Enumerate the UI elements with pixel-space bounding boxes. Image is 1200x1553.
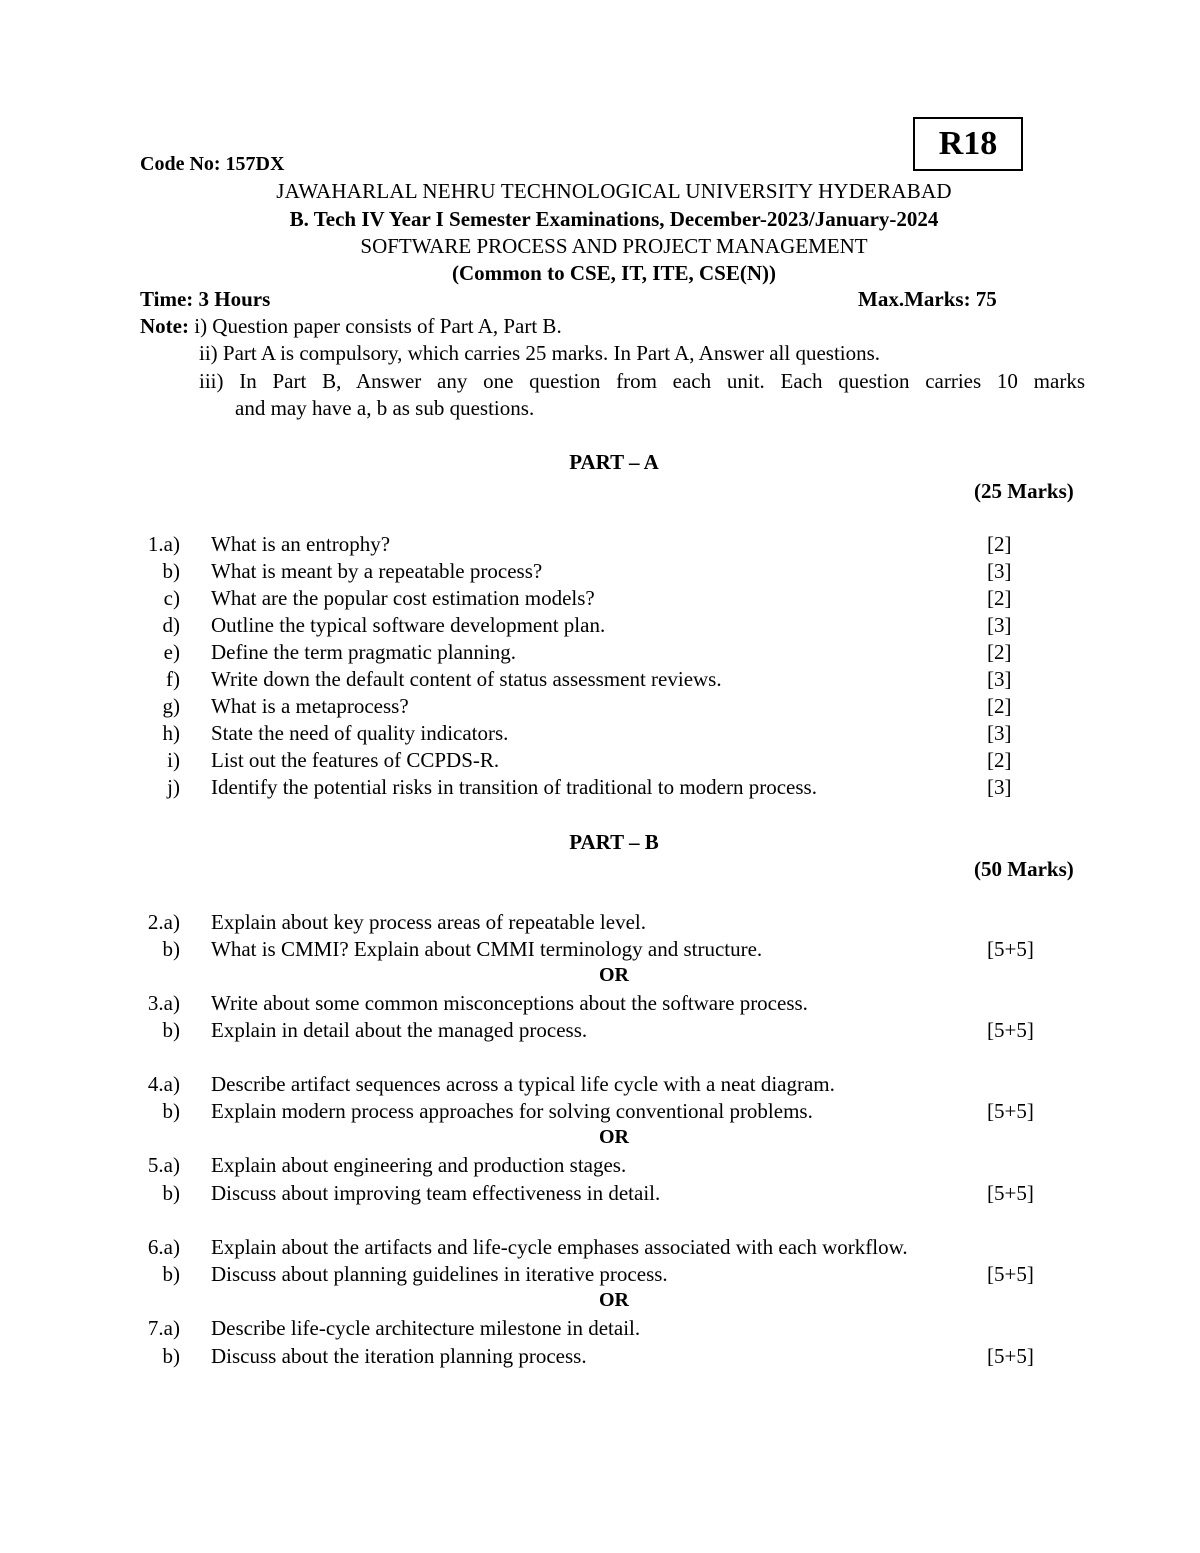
question-marks: [2]: [987, 586, 1012, 610]
question-row: [0, 1153, 1200, 1180]
part-b-marks: (50 Marks): [974, 857, 1074, 881]
question-text: Explain about key process areas of repeatable level.: [211, 910, 646, 934]
question-number: 6.a): [147, 1235, 180, 1259]
question-text: Discuss about improving team effectiveness in detail.: [211, 1181, 661, 1205]
question-row: [0, 721, 1200, 748]
note-line-2: ii) Part A is compulsory, which carries 25 marks. In Part A, Answer all questions.: [199, 341, 881, 365]
or-divider: OR: [599, 1289, 629, 1311]
question-marks: [5+5]: [987, 1344, 1034, 1368]
question-row: [0, 559, 1200, 586]
question-row: [0, 1316, 1200, 1343]
question-number: j): [167, 775, 180, 799]
question-row: [0, 910, 1200, 937]
note-block: [140, 314, 562, 339]
max-marks: Max.Marks: 75: [858, 287, 997, 311]
question-text: Write about some common misconceptions about the software process.: [211, 991, 808, 1015]
question-text: Describe life-cycle architecture milestone in detail.: [211, 1316, 641, 1340]
question-text: Define the term pragmatic planning.: [211, 640, 516, 664]
university-name: JAWAHARLAL NEHRU TECHNOLOGICAL UNIVERSITY HYDERABAD: [276, 179, 952, 203]
question-marks: [2]: [987, 532, 1012, 556]
question-marks: [2]: [987, 640, 1012, 664]
question-text: List out the features of CCPDS-R.: [211, 748, 500, 772]
question-number: 1.a): [147, 532, 180, 556]
code-number: Code No: 157DX: [140, 153, 285, 175]
note-line-4: and may have a, b as sub questions.: [235, 396, 535, 420]
common-to: (Common to CSE, IT, ITE, CSE(N)): [452, 261, 776, 285]
question-number: b): [162, 1262, 180, 1286]
question-number: 4.a): [147, 1072, 180, 1096]
question-row: [0, 748, 1200, 775]
part-a-marks: (25 Marks): [974, 479, 1074, 503]
question-text: What is an entrophy?: [211, 532, 391, 556]
question-row: [0, 640, 1200, 667]
question-text: Explain about engineering and production stages.: [211, 1153, 627, 1177]
question-number: 7.a): [147, 1316, 180, 1340]
exam-title: B. Tech IV Year I Semester Examinations, December-2023/January-2024: [289, 207, 939, 231]
question-text: Write down the default content of status assessment reviews.: [211, 667, 722, 691]
question-marks: [3]: [987, 721, 1012, 745]
question-number: b): [162, 1018, 180, 1042]
question-number: g): [162, 694, 180, 718]
question-row: [0, 775, 1200, 802]
question-row: [0, 991, 1200, 1018]
part-b-title: PART – B: [569, 830, 659, 854]
question-number: e): [163, 640, 180, 664]
question-number: d): [162, 613, 180, 637]
question-number: b): [162, 559, 180, 583]
question-text: Identify the potential risks in transition of traditional to modern process.: [211, 775, 817, 799]
question-text: Discuss about planning guidelines in iterative process.: [211, 1262, 668, 1286]
question-number: h): [162, 721, 180, 745]
question-row: [0, 1235, 1200, 1262]
part-a-title: PART – A: [569, 450, 659, 474]
question-text: What is a metaprocess?: [211, 694, 409, 718]
question-text: Outline the typical software development plan.: [211, 613, 606, 637]
question-row: [0, 1072, 1200, 1099]
question-text: Explain in detail about the managed process.: [211, 1018, 588, 1042]
question-marks: [3]: [987, 775, 1012, 799]
question-row: [0, 586, 1200, 613]
question-marks: [3]: [987, 667, 1012, 691]
question-number: 3.a): [147, 991, 180, 1015]
question-number: b): [162, 1181, 180, 1205]
or-divider: OR: [599, 964, 629, 986]
note-label: Note:: [140, 314, 189, 338]
question-text: What is meant by a repeatable process?: [211, 559, 543, 583]
question-text: Discuss about the iteration planning process.: [211, 1344, 587, 1368]
question-row: [0, 1344, 1200, 1371]
question-row: [0, 532, 1200, 559]
question-text: Describe artifact sequences across a typical life cycle with a neat diagram.: [211, 1072, 835, 1096]
question-number: b): [162, 937, 180, 961]
question-number: i): [167, 748, 180, 772]
question-marks: [5+5]: [987, 1099, 1034, 1123]
question-text: What are the popular cost estimation models?: [211, 586, 595, 610]
question-text: State the need of quality indicators.: [211, 721, 509, 745]
question-row: [0, 667, 1200, 694]
question-text: Explain about the artifacts and life-cycle emphases associated with each workflow.: [211, 1235, 908, 1259]
question-marks: [3]: [987, 613, 1012, 637]
question-text: Explain modern process approaches for solving conventional problems.: [211, 1099, 813, 1123]
question-row: [0, 1262, 1200, 1289]
question-row: [0, 694, 1200, 721]
question-marks: [5+5]: [987, 937, 1034, 961]
question-row: [0, 937, 1200, 964]
question-number: f): [166, 667, 180, 691]
note-line-1: i) Question paper consists of Part A, Part B.: [194, 314, 562, 338]
or-divider: OR: [599, 1126, 629, 1148]
question-row: [0, 1181, 1200, 1208]
question-number: c): [163, 586, 180, 610]
question-row: [0, 1099, 1200, 1126]
question-number: 2.a): [147, 910, 180, 934]
regulation-badge: R18: [913, 117, 1023, 171]
question-number: b): [162, 1344, 180, 1368]
question-number: 5.a): [147, 1153, 180, 1177]
question-marks: [5+5]: [987, 1181, 1034, 1205]
question-marks: [2]: [987, 748, 1012, 772]
question-marks: [5+5]: [987, 1018, 1034, 1042]
subject-title: SOFTWARE PROCESS AND PROJECT MANAGEMENT: [360, 234, 868, 258]
question-marks: [2]: [987, 694, 1012, 718]
question-number: b): [162, 1099, 180, 1123]
question-marks: [5+5]: [987, 1262, 1034, 1286]
question-marks: [3]: [987, 559, 1012, 583]
question-row: [0, 613, 1200, 640]
note-line-3: iii) In Part B, Answer any one question from each unit. Each question carries 10 marks: [199, 369, 1085, 393]
question-text: What is CMMI? Explain about CMMI terminology and structure.: [211, 937, 763, 961]
time-allowed: Time: 3 Hours: [140, 287, 271, 311]
question-row: [0, 1018, 1200, 1045]
